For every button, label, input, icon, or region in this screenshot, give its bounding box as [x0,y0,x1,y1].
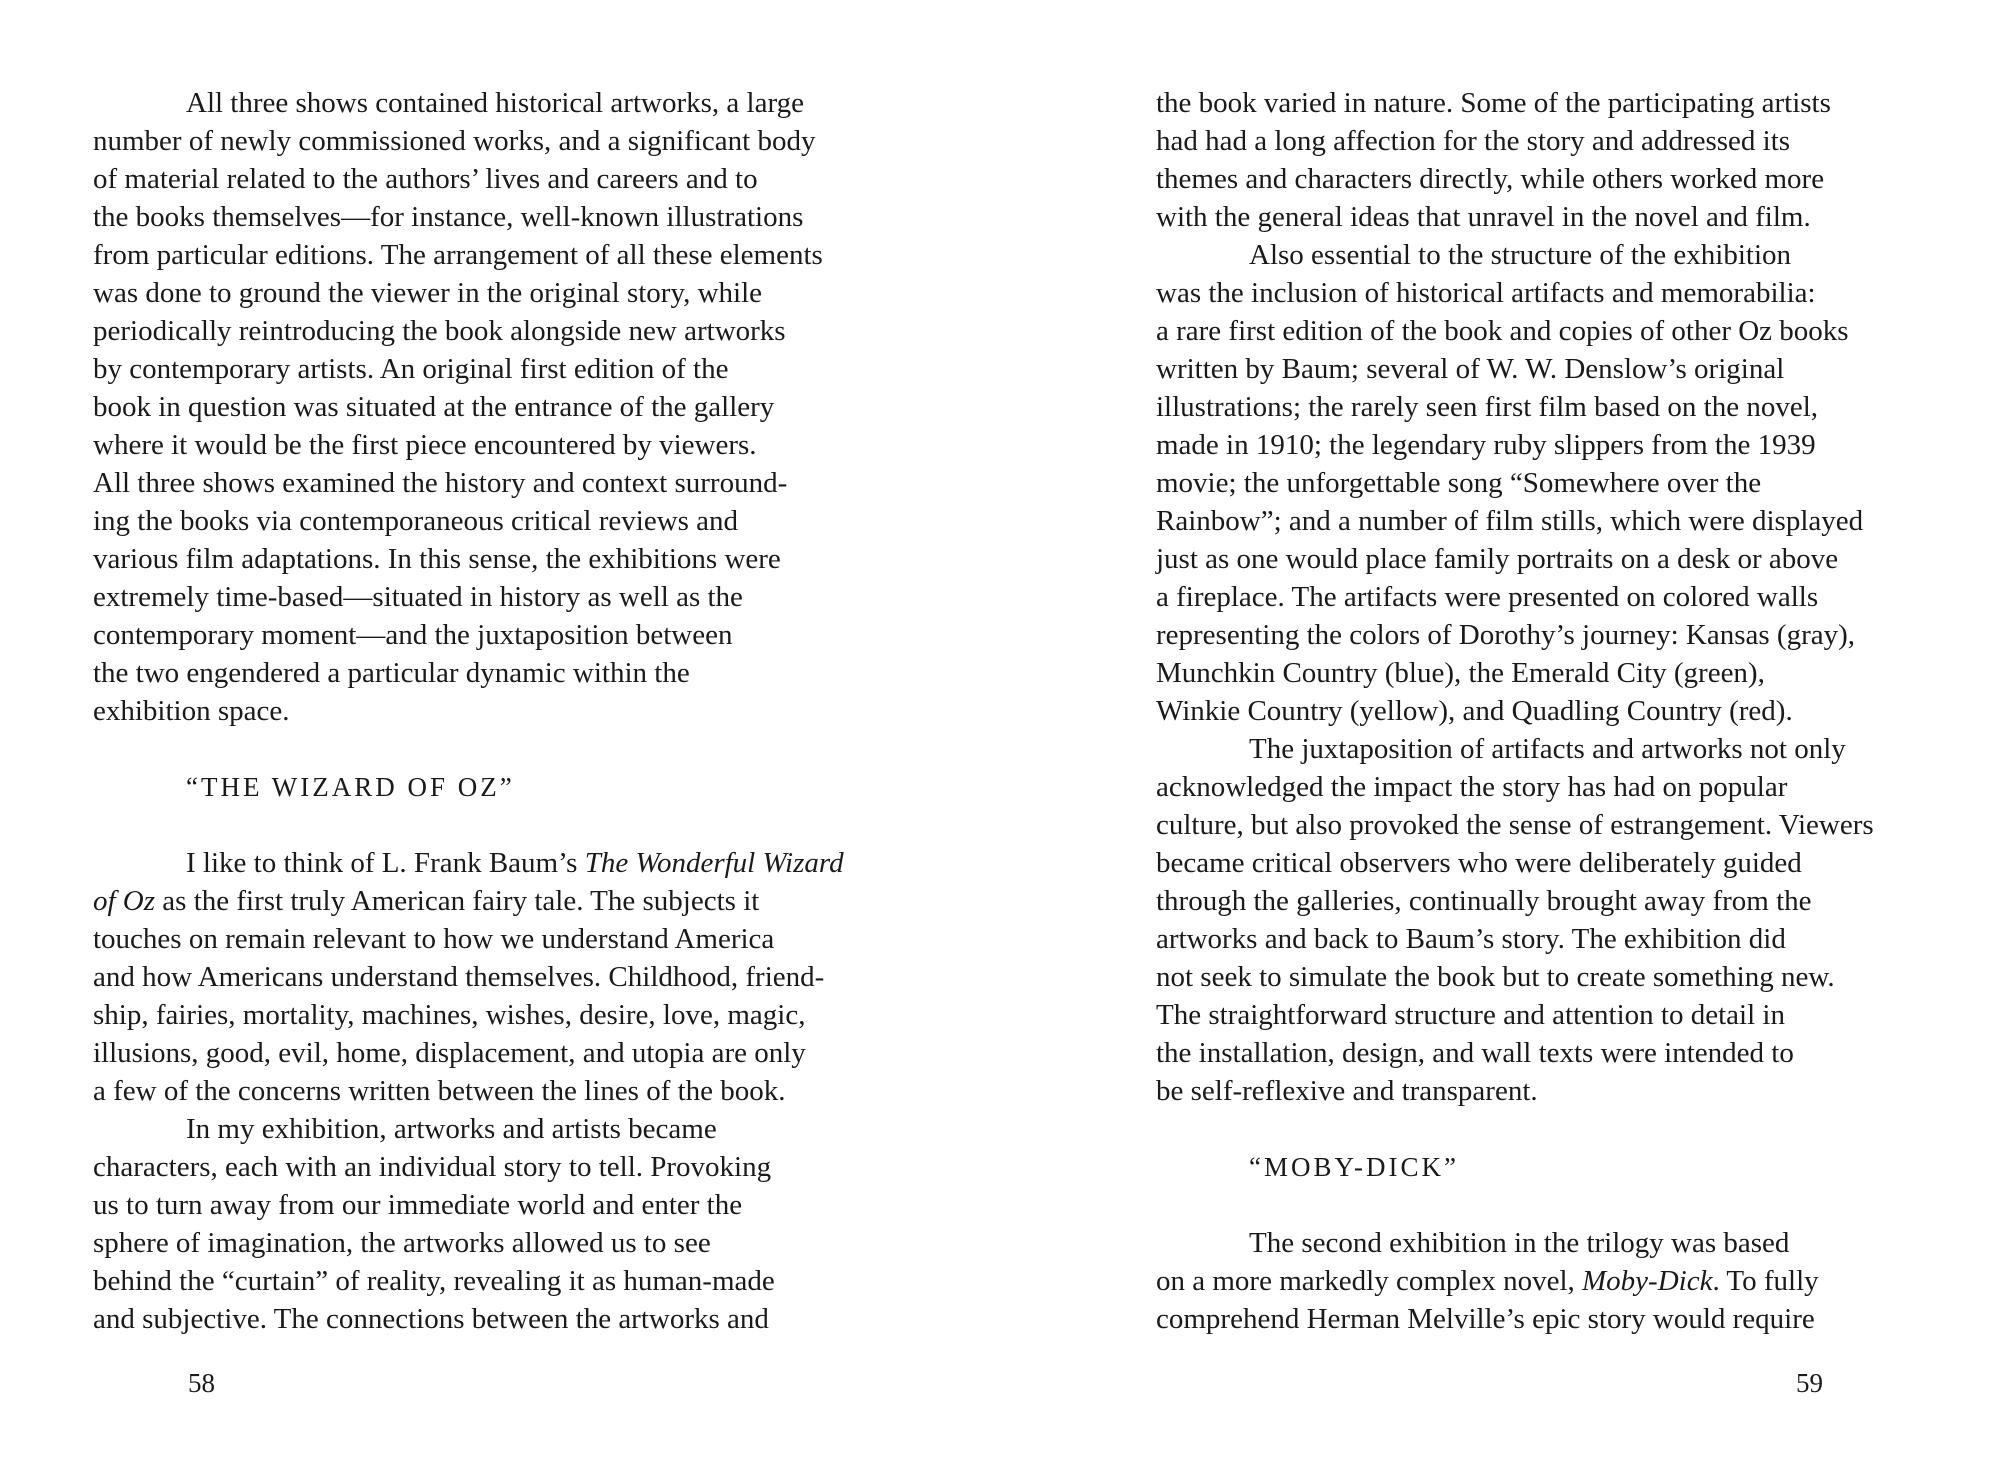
text-line: just as one would place family portraits on a desk or above [1156,543,1839,575]
left-paragraph-2 [93,844,873,1110]
text-line: a rare first edition of the book and copies of other Oz books [1156,315,1849,347]
text-run: on a more markedly complex novel, [1156,1265,1583,1297]
text-line: In my exhibition, artworks and artists became [186,1113,717,1145]
left-text-column [93,84,873,1338]
text-line: Munchkin Country (blue), the Emerald City (green), [1156,657,1765,689]
text-line: had had a long affection for the story and addressed its [1156,125,1791,157]
text-line: made in 1910; the legendary ruby slippers from the 1939 [1156,429,1816,461]
text-line [1156,1262,1946,1300]
text-line: Rainbow”; and a number of film stills, which were displayed [1156,505,1864,537]
text-line: movie; the unforgettable song “Somewhere over the [1156,467,1762,499]
text-line: sphere of imagination, the artworks allowed us to see [93,1227,711,1259]
text-line: exhibition space. [93,695,290,727]
page-number: 59 [1796,1368,1823,1398]
text-line: characters, each with an individual story to tell. Provoking [93,1151,772,1183]
text-line: The straightforward structure and attention to detail in [1156,999,1785,1031]
spacer [93,730,873,768]
section-heading-moby-dick: “MOBY-DICK” [1249,1152,1459,1182]
text-line: the books themselves—for instance, well-known illustrations [93,201,804,233]
text-line: a fireplace. The artifacts were presented on colored walls [1156,581,1819,613]
text-line: themes and characters directly, while others worked more [1156,163,1825,195]
right-paragraph-2 [1156,236,1946,730]
text-line [93,882,873,920]
right-text-column [1156,84,1946,1338]
text-line: be self-reflexive and transparent. [1156,1075,1538,1107]
page-number: 58 [188,1368,215,1398]
text-line: acknowledged the impact the story has had on popular [1156,771,1788,803]
text-line: through the galleries, continually brought away from the [1156,885,1812,917]
text-line: Also essential to the structure of the exhibition [1249,239,1792,271]
right-page [1000,0,2000,1462]
text-line: various film adaptations. In this sense, the exhibitions were [93,543,781,575]
text-line: number of newly commissioned works, and a significant body [93,125,816,157]
text-line: book in question was situated at the entrance of the gallery [93,391,775,423]
text-line: extremely time-based—situated in history as well as the [93,581,743,613]
left-paragraph-1 [93,84,873,730]
text-line: became critical observers who were deliberately guided [1156,847,1802,879]
text-line: Winkie Country (yellow), and Quadling Country (red). [1156,695,1793,727]
text-line: All three shows contained historical artworks, a large [186,87,804,119]
book-title: of Oz [93,885,156,917]
text-line: All three shows examined the history and context surround- [93,467,788,499]
text-line: ing the books via contemporaneous critical reviews and [93,505,739,537]
text-line: illusions, good, evil, home, displacement, and utopia are only [93,1037,806,1069]
text-line: touches on remain relevant to how we understand America [93,923,775,955]
text-line: culture, but also provoked the sense of estrangement. Viewers [1156,809,1874,841]
right-paragraph-3 [1156,730,1946,1110]
text-line: comprehend Herman Melville’s epic story would require [1156,1303,1815,1335]
text-line: written by Baum; several of W. W. Denslow’s original [1156,353,1785,385]
text-line: by contemporary artists. An original first edition of the [93,353,729,385]
spacer [93,806,873,844]
text-run: as the first truly American fairy tale. The subjects it [155,885,760,917]
text-line: artworks and back to Baum’s story. The exhibition did [1156,923,1786,955]
text-line: contemporary moment—and the juxtaposition between [93,619,733,651]
book-title: Moby-Dick [1582,1265,1713,1297]
text-line: of material related to the authors’ lives and careers and to [93,163,758,195]
left-paragraph-3 [93,1110,873,1338]
text-line: the two engendered a particular dynamic within the [93,657,690,689]
spacer [1156,1110,1946,1148]
section-heading-wizard-of-oz: “THE WIZARD OF OZ” [186,772,515,802]
text-line: the book varied in nature. Some of the participating artists [1156,87,1831,119]
right-paragraph-1 [1156,84,1946,236]
text-line: where it would be the first piece encountered by viewers. [93,429,757,461]
text-line: with the general ideas that unravel in the novel and film. [1156,201,1811,233]
text-line: representing the colors of Dorothy’s journey: Kansas (gray), [1156,619,1856,651]
text-line [93,844,873,882]
right-paragraph-4 [1156,1224,1946,1338]
text-line: a few of the concerns written between the lines of the book. [93,1075,786,1107]
text-line: the installation, design, and wall texts were intended to [1156,1037,1794,1069]
text-line: The second exhibition in the trilogy was based [1249,1227,1790,1259]
text-line: was done to ground the viewer in the original story, while [93,277,762,309]
text-line: periodically reintroducing the book alongside new artworks [93,315,786,347]
text-line: not seek to simulate the book but to create something new. [1156,961,1835,993]
text-line: and how Americans understand themselves. Childhood, friend- [93,961,825,993]
text-run: . To fully [1712,1265,1819,1297]
text-line: The juxtaposition of artifacts and artworks not only [1249,733,1846,765]
text-line: and subjective. The connections between the artworks and [93,1303,769,1335]
book-title: The Wonderful Wizard [584,847,844,879]
spacer [1156,1186,1946,1224]
text-run: I like to think of L. Frank Baum’s [186,847,585,879]
text-line: was the inclusion of historical artifacts and memorabilia: [1156,277,1816,309]
text-line: us to turn away from our immediate world and enter the [93,1189,743,1221]
text-line: ship, fairies, mortality, machines, wishes, desire, love, magic, [93,999,806,1031]
text-line: from particular editions. The arrangement of all these elements [93,239,823,271]
text-line: behind the “curtain” of reality, revealing it as human-made [93,1265,775,1297]
text-line: illustrations; the rarely seen first film based on the novel, [1156,391,1819,423]
